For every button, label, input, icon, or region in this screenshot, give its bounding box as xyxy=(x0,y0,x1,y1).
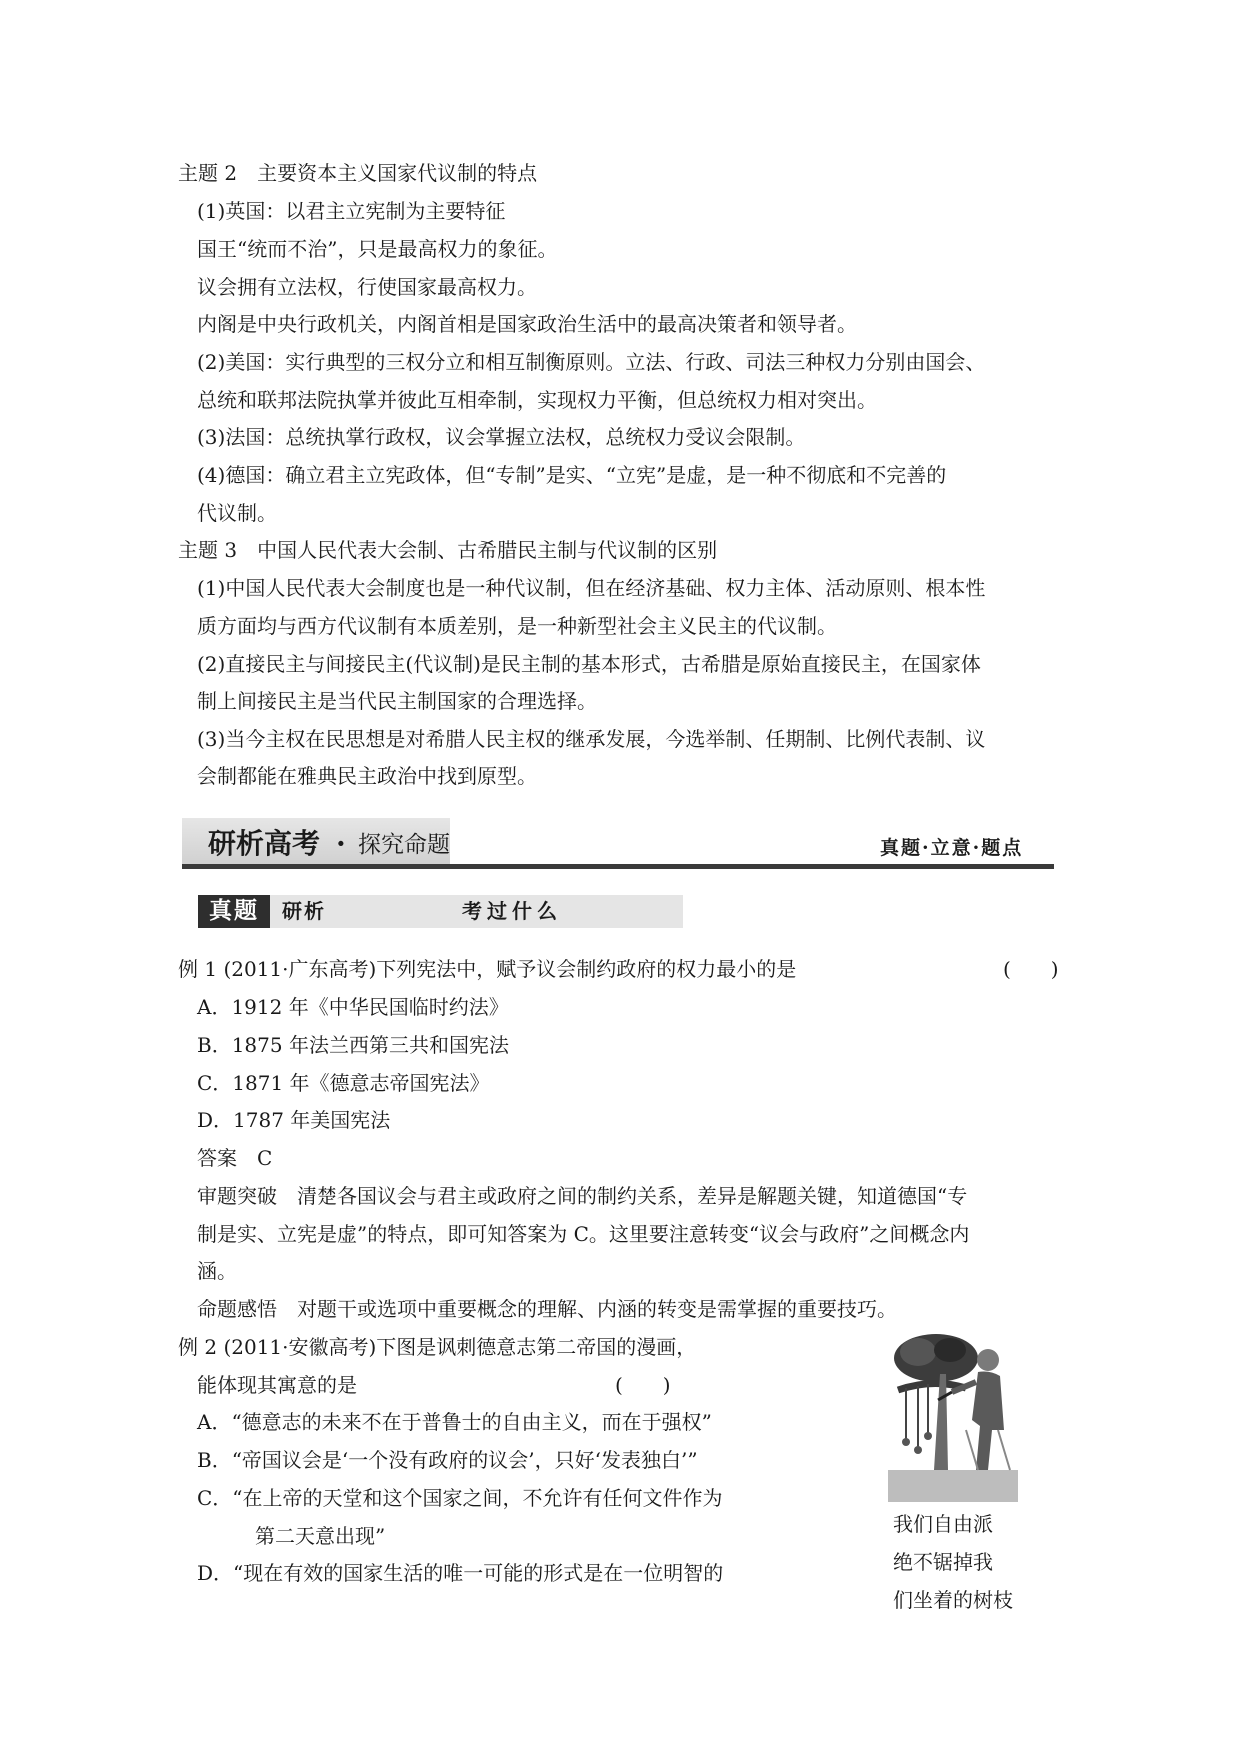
example2-option-a: A．“德意志的未来不在于普鲁士的自由主义，而在于强权” xyxy=(197,1410,712,1434)
example2-stem-line2: 能体现其寓意的是 xyxy=(197,1373,357,1397)
theme2-england-king: 国王“统而不治”，只是最高权力的象征。 xyxy=(197,237,558,261)
section-banner-dot: · xyxy=(336,827,346,860)
subsection-tagline: 考过什么 xyxy=(462,899,562,923)
theme2-england-cabinet: 内阁是中央行政机关，内阁首相是国家政治生活中的最高决策者和领导者。 xyxy=(197,312,857,336)
example2-option-d: D．“现在有效的国家生活的唯一可能的形式是在一位明智的 xyxy=(197,1561,724,1585)
example1-answer: 答案 C xyxy=(197,1146,273,1170)
example1-analysis-line2: 制是实、立宪是虚”的特点，即可知答案为 C。这里要注意转变“议会与政府”之间概念内 xyxy=(197,1222,970,1246)
theme2-england: (1)英国：以君主立宪制为主要特征 xyxy=(197,199,506,223)
theme2-germany-line2: 代议制。 xyxy=(197,501,277,525)
theme3-heading: 主题 3 中国人民代表大会制、古希腊民主制与代议制的区别 xyxy=(178,538,718,562)
satirical-cartoon-illustration xyxy=(888,1330,1018,1502)
theme2-germany-line1: (4)德国：确立君主立宪政体，但“专制”是实、“立宪”是虚，是一种不彻底和不完善的 xyxy=(197,463,947,487)
example1-stem: 例 1 (2011·广东高考)下列宪法中，赋予议会制约政府的权力最小的是 xyxy=(178,957,797,981)
theme2-heading: 主题 2 主要资本主义国家代议制的特点 xyxy=(178,161,538,185)
example1-analysis-line3: 涵。 xyxy=(197,1259,237,1283)
section-banner-tagline: 真题·立意·题点 xyxy=(880,837,1024,859)
theme3-p2-line1: (2)直接民主与间接民主(代议制)是民主制的基本形式，古希腊是原始直接民主，在国家体 xyxy=(197,652,981,676)
cartoon-caption-line2: 绝不锯掉我 xyxy=(893,1550,993,1574)
subsection-badge: 真题 xyxy=(198,895,270,928)
example1-option-d: D．1787 年美国宪法 xyxy=(197,1108,391,1132)
theme2-england-parliament: 议会拥有立法权，行使国家最高权力。 xyxy=(197,275,537,299)
example2-answer-blank: ( ) xyxy=(615,1373,671,1397)
theme3-p1-line2: 质方面均与西方代议制有本质差别，是一种新型社会主义民主的代议制。 xyxy=(197,614,837,638)
example2-option-b: B．“帝国议会是‘一个没有政府的议会’，只好‘发表独白’” xyxy=(197,1448,698,1472)
example1-option-a: A．1912 年《中华民国临时约法》 xyxy=(197,995,509,1019)
subsection-label: 研析 xyxy=(282,899,326,923)
example2-option-c-line2: 第二天意出现” xyxy=(255,1524,386,1548)
cartoon-caption-line3: 们坐着的树枝 xyxy=(893,1588,1013,1612)
theme2-usa-line1: (2)美国：实行典型的三权分立和相互制衡原则。立法、行政、司法三种权力分别由国会、 xyxy=(197,350,986,374)
example1-option-c: C．1871 年《德意志帝国宪法》 xyxy=(197,1071,490,1095)
theme3-p1-line1: (1)中国人民代表大会制度也是一种代议制，但在经济基础、权力主体、活动原则、根本性 xyxy=(197,576,986,600)
example1-insight: 命题感悟 对题干或选项中重要概念的理解、内涵的转变是需掌握的重要技巧。 xyxy=(197,1297,897,1321)
section-banner-title: 研析高考 xyxy=(208,827,321,860)
subsection-banner-background xyxy=(198,895,683,928)
theme3-p3-line2: 会制都能在雅典民主政治中找到原型。 xyxy=(197,764,537,788)
example1-analysis-line1: 审题突破 清楚各国议会与君主或政府之间的制约关系，差异是解题关键，知道德国“专 xyxy=(197,1184,968,1208)
section-banner-rule xyxy=(182,864,1054,869)
example1-answer-blank: ( ) xyxy=(1003,957,1059,981)
theme3-p2-line2: 制上间接民主是当代民主制国家的合理选择。 xyxy=(197,689,597,713)
example1-option-b: B．1875 年法兰西第三共和国宪法 xyxy=(197,1033,509,1057)
example2-stem-line1: 例 2 (2011·安徽高考)下图是讽刺德意志第二帝国的漫画， xyxy=(178,1335,697,1359)
section-banner-subtitle: 探究命题 xyxy=(358,832,450,858)
theme2-france: (3)法国：总统执掌行政权，议会掌握立法权，总统权力受议会限制。 xyxy=(197,425,806,449)
example2-option-c-line1: C．“在上帝的天堂和这个国家之间，不允许有任何文件作为 xyxy=(197,1486,723,1510)
theme3-p3-line1: (3)当今主权在民思想是对希腊人民主权的继承发展，今选举制、任期制、比例代表制、议 xyxy=(197,727,986,751)
theme2-usa-line2: 总统和联邦法院执掌并彼此互相牵制，实现权力平衡，但总统权力相对突出。 xyxy=(197,388,877,412)
cartoon-caption-line1: 我们自由派 xyxy=(893,1512,993,1536)
